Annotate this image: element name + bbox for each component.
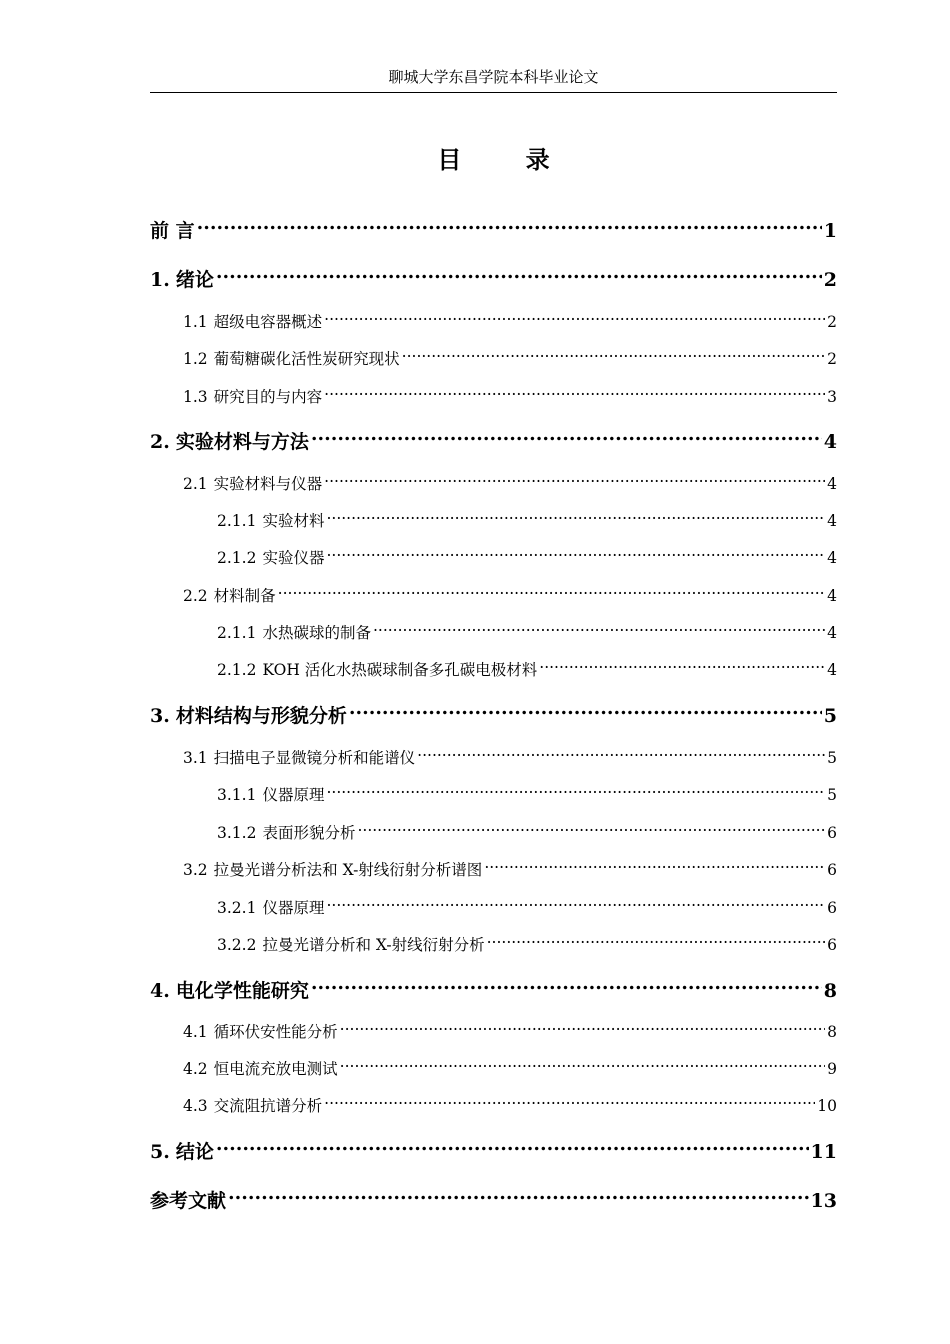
toc-entry-number: 3.2.2 [217, 936, 257, 954]
toc-entry-label [217, 933, 485, 957]
toc-title: 目 录 [437, 146, 578, 174]
toc-entry-page: 6 [827, 861, 837, 879]
toc-entry[interactable] [183, 584, 837, 608]
dot-leader [324, 474, 825, 490]
toc-entry-page: 5 [827, 749, 837, 767]
toc-entry[interactable] [150, 702, 837, 730]
dot-leader [311, 429, 822, 448]
toc-entry-label [217, 896, 324, 920]
toc-entry-number: 2.1 [183, 475, 208, 493]
dot-leader [484, 860, 825, 876]
dot-leader [349, 703, 822, 722]
toc-entry-page: 6 [827, 936, 837, 954]
toc-entry-number: 2.1.1 [217, 512, 257, 530]
toc-entry[interactable] [217, 621, 837, 645]
toc-entry-page: 4 [827, 512, 837, 530]
toc-entry-page: 8 [823, 980, 837, 1002]
dot-leader [539, 660, 825, 676]
toc-entry-title: 实验仪器 [262, 549, 325, 567]
dot-leader [340, 1022, 825, 1038]
toc-entry-number: 2.1.2 [217, 549, 257, 567]
toc-entry-label [150, 702, 347, 730]
toc-entry-page: 5 [823, 705, 837, 727]
toc-entry-label [217, 621, 371, 645]
toc-entry-number: 3.2 [183, 861, 208, 879]
dot-leader [197, 218, 822, 237]
toc-entry-label [183, 746, 415, 770]
toc-entry-title: 绪论 [175, 269, 214, 291]
toc-entry-label [183, 1094, 322, 1118]
toc-entry-label [150, 266, 214, 294]
toc-entry-page: 4 [827, 587, 837, 605]
toc-entry-page: 4 [827, 661, 837, 679]
toc-entry-page: 13 [810, 1190, 837, 1212]
toc-entry-number: 3.1.1 [217, 786, 257, 804]
toc-entry-page: 2 [827, 350, 837, 368]
toc-entry-title: 恒电流充放电测试 [213, 1060, 338, 1078]
toc-entry-label [183, 1057, 338, 1081]
toc-entry[interactable] [217, 546, 837, 570]
toc-entry-title: 表面形貌分析 [262, 824, 356, 842]
toc-entry[interactable] [217, 783, 837, 807]
toc-entry-label [183, 385, 322, 409]
toc-entry[interactable] [217, 896, 837, 920]
toc-entry-number: 1.1 [183, 313, 208, 331]
toc-entry-title: 扫描电子显微镜分析和能谱仪 [213, 749, 416, 767]
toc-entry-page: 2 [823, 269, 837, 291]
toc-entry-page: 4 [827, 475, 837, 493]
dot-leader [487, 935, 826, 951]
toc-entry-title: 超级电容器概述 [213, 313, 323, 331]
toc-entry-title: KOH 活化水热碳球制备多孔碳电极材料 [262, 661, 538, 679]
toc-entry-title: 前 言 [150, 220, 195, 242]
toc-entry-page: 4 [827, 624, 837, 642]
toc-entry-label [183, 310, 322, 334]
toc-entry-label [150, 1138, 214, 1166]
toc-entry[interactable] [150, 428, 837, 456]
toc-entry-number: 3.2.1 [217, 899, 257, 917]
toc-entry-number: 2. [150, 431, 170, 453]
toc-entry[interactable] [183, 1057, 837, 1081]
toc-entry-number: 2.1.1 [217, 624, 257, 642]
toc-entry-page: 9 [827, 1060, 837, 1078]
toc-entry-page: 6 [827, 899, 837, 917]
toc-entry-title: 研究目的与内容 [213, 388, 323, 406]
toc-entry-title: 拉曼光谱分析和 X-射线衍射分析 [262, 936, 485, 954]
dot-leader [216, 267, 822, 286]
toc-entry-label [217, 546, 324, 570]
toc-entry[interactable] [150, 266, 837, 294]
dot-leader [311, 978, 822, 997]
dot-leader [324, 1096, 815, 1112]
toc-entry-label [183, 584, 276, 608]
toc-entry-title: 仪器原理 [262, 786, 325, 804]
toc-entry-page: 2 [827, 313, 837, 331]
toc-entry-page: 4 [823, 431, 837, 453]
toc-entry-number: 1.2 [183, 350, 208, 368]
toc-entry-label [150, 1187, 226, 1215]
toc-entry-number: 3.1.2 [217, 824, 257, 842]
toc-entry-title: 电化学性能研究 [175, 980, 309, 1002]
toc-entry-title: 参考文献 [150, 1190, 227, 1212]
toc-entry[interactable] [183, 310, 837, 334]
toc-entry[interactable] [217, 933, 837, 957]
toc-entry-page: 3 [827, 388, 837, 406]
dot-leader [326, 511, 825, 527]
toc-entry[interactable] [150, 217, 837, 245]
toc-entry-title: 葡萄糖碳化活性炭研究现状 [213, 350, 400, 368]
dot-leader [326, 785, 825, 801]
toc-entry-title: 实验材料 [262, 512, 325, 530]
toc-entry-title: 结论 [175, 1141, 214, 1163]
toc-entry-label [183, 472, 322, 496]
dot-leader [417, 748, 825, 764]
toc-entry[interactable] [183, 1094, 837, 1118]
toc-entry-number: 4.2 [183, 1060, 208, 1078]
toc-entry-label [183, 1020, 338, 1044]
running-header: 聊城大学东昌学院本科毕业论文 [388, 68, 599, 86]
toc-entry-number: 2.1.2 [217, 661, 257, 679]
toc-entry-label [217, 658, 537, 682]
toc-entry-label [217, 783, 324, 807]
toc-entry-label [217, 509, 324, 533]
toc-entry-label [150, 428, 309, 456]
toc-entry-title: 水热碳球的制备 [262, 624, 371, 642]
toc-entry[interactable] [217, 509, 837, 533]
toc-entry[interactable] [150, 977, 837, 1005]
toc-entry-number: 3.1 [183, 749, 208, 767]
toc-entry-number: 3. [150, 705, 170, 727]
toc-entry-title: 仪器原理 [262, 899, 325, 917]
toc-entry[interactable] [183, 347, 837, 371]
toc-entry-page: 11 [810, 1141, 837, 1163]
toc-entry[interactable] [150, 1138, 837, 1166]
toc-entry-number: 4. [150, 980, 170, 1002]
toc-entry-number: 5. [150, 1141, 170, 1163]
toc-entry-number: 2.2 [183, 587, 208, 605]
toc-entry-number: 1. [150, 269, 170, 291]
toc-entry-title: 材料结构与形貌分析 [175, 705, 347, 727]
toc-entry-page: 8 [827, 1023, 837, 1041]
toc-entry[interactable] [183, 1020, 837, 1044]
dot-leader [357, 823, 825, 839]
toc-entry-label [183, 347, 400, 371]
toc-entry[interactable] [183, 858, 837, 882]
dot-leader [324, 312, 825, 328]
toc-entry-page: 5 [827, 786, 837, 804]
toc-entry-title: 循环伏安性能分析 [213, 1023, 338, 1041]
toc-entry[interactable] [217, 658, 837, 682]
toc-entry[interactable] [183, 472, 837, 496]
toc-entry-page: 10 [817, 1097, 837, 1115]
dot-leader [373, 623, 825, 639]
toc-entry-number: 4.1 [183, 1023, 208, 1041]
toc-entry-label [150, 977, 309, 1005]
toc-entry-label [217, 821, 355, 845]
toc-entry[interactable] [217, 821, 837, 845]
dot-leader [402, 349, 825, 365]
dot-leader [340, 1059, 825, 1075]
toc-entry-title: 实验材料与仪器 [213, 475, 323, 493]
toc-entry-title: 材料制备 [213, 587, 276, 605]
toc-entry-number: 1.3 [183, 388, 208, 406]
toc-entry-number: 4.3 [183, 1097, 208, 1115]
toc-entry-title: 实验材料与方法 [175, 431, 309, 453]
toc-entry-page: 1 [823, 220, 837, 242]
dot-leader [216, 1139, 809, 1158]
toc-entry[interactable] [183, 746, 837, 770]
toc-entry-title: 交流阻抗谱分析 [213, 1097, 323, 1115]
dot-leader [278, 586, 825, 602]
dot-leader [326, 548, 825, 564]
toc-entry[interactable] [150, 1187, 837, 1215]
toc-entry-page: 4 [827, 549, 837, 567]
toc-entry[interactable] [183, 385, 837, 409]
dot-leader [326, 898, 825, 914]
toc-entry-label [183, 858, 482, 882]
toc-entry-title: 拉曼光谱分析法和 X-射线衍射分析谱图 [213, 861, 483, 879]
dot-leader [324, 387, 825, 403]
dot-leader [228, 1188, 809, 1207]
toc-entry-page: 6 [827, 824, 837, 842]
toc-entry-label [150, 217, 195, 245]
header-rule [150, 92, 837, 93]
